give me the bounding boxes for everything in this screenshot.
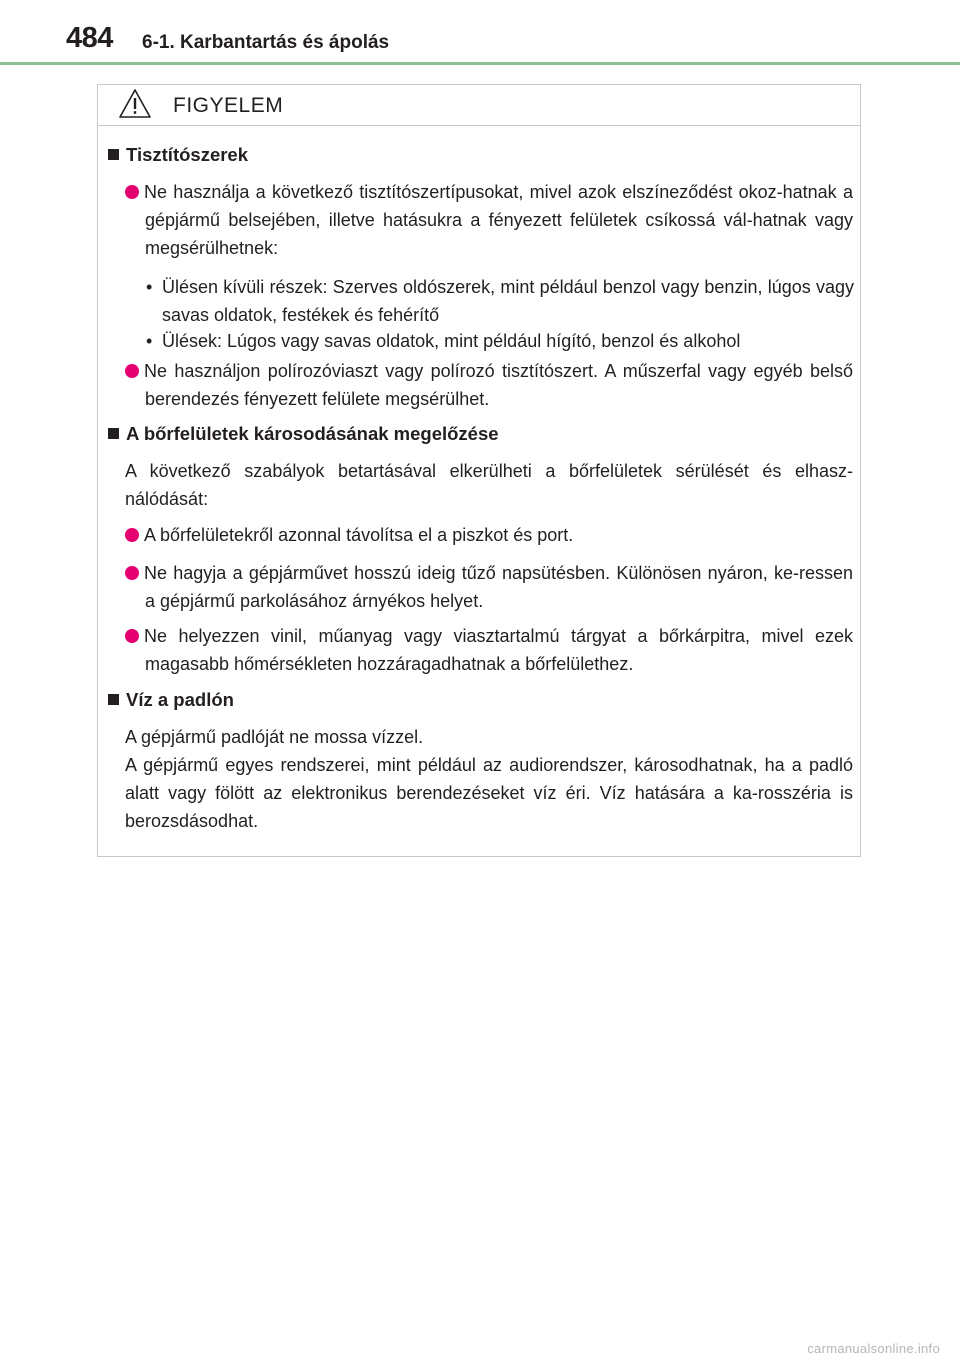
square-bullet-icon xyxy=(108,149,119,160)
warning-triangle-icon xyxy=(118,88,152,120)
section-heading-water-floor: Víz a padlón xyxy=(108,689,234,711)
paragraph: A következő szabályok betartásával elkerülheti a bőrfelületek sérülését és elhasz-nálódását: xyxy=(125,461,853,509)
list-item: Ne hagyja a gépjárművet hosszú ideig tűző napsütésben. Különösen nyáron, ke-ressen a gépjármű parkolásához árnyékos helyet. xyxy=(125,559,853,615)
header-rule xyxy=(0,62,960,65)
bullet-dot-icon xyxy=(125,629,139,643)
watermark: carmanualsonline.info xyxy=(807,1341,940,1356)
list-item: Ne használja a következő tisztítószertípusokat, mivel azok elszíneződést okoz-hatnak a gépjármű belsejében, illetve hatásukra a fényezett felületek csíkossá vál-hatnak vagy megsérülhetnek: xyxy=(125,178,853,262)
list-item: Ne helyezzen vinil, műanyag vagy viasztartalmú tárgyat a bőrkárpitra, mivel ezek magasabb hőmérsékleten hozzáragadhatnak a bőrfelülethez. xyxy=(125,622,853,678)
bullet-dot-icon xyxy=(125,528,139,542)
sub-list-item: • Ülésen kívüli részek: Szerves oldószerek, mint például benzol vagy benzin, lúgos vagy savas oldatok, festékek és fehérítő xyxy=(146,277,854,325)
section-title: 6-1. Karbantartás és ápolás xyxy=(142,32,390,53)
page-header xyxy=(0,0,960,64)
square-bullet-icon xyxy=(108,694,119,705)
bullet-dot-icon xyxy=(125,364,139,378)
list-item: A bőrfelületekről azonnal távolítsa el a piszkot és port. xyxy=(125,521,853,549)
sub-list-item: • Ülések: Lúgos vagy savas oldatok, mint például hígító, benzol és alkohol xyxy=(146,331,741,351)
warning-title: FIGYELEM xyxy=(173,94,284,117)
square-bullet-icon xyxy=(108,428,119,439)
list-item: Ne használjon polírozóviaszt vagy polírozó tisztítószert. A műszerfal vagy egyéb belső berendezés fényezett felülete megsérülhet. xyxy=(125,357,853,413)
bullet-dot-icon xyxy=(125,185,139,199)
paragraph: A gépjármű padlóját ne mossa vízzel. xyxy=(125,727,424,747)
warning-header xyxy=(98,85,860,126)
section-heading-leather: A bőrfelületek károsodásának megelőzése xyxy=(108,423,499,445)
warning-box xyxy=(97,84,861,857)
page-number: 484 xyxy=(66,22,113,54)
paragraph: A gépjármű egyes rendszerei, mint például az audiorendszer, károsodhatnak, ha a padló alatt vagy fölött az elektronikus berendezéseket víz éri. Víz hatására a ka-rosszéria is berozsdásodhat. xyxy=(125,755,853,831)
bullet-dot-icon xyxy=(125,566,139,580)
section-heading-cleaning-agents: Tisztítószerek xyxy=(108,144,248,166)
